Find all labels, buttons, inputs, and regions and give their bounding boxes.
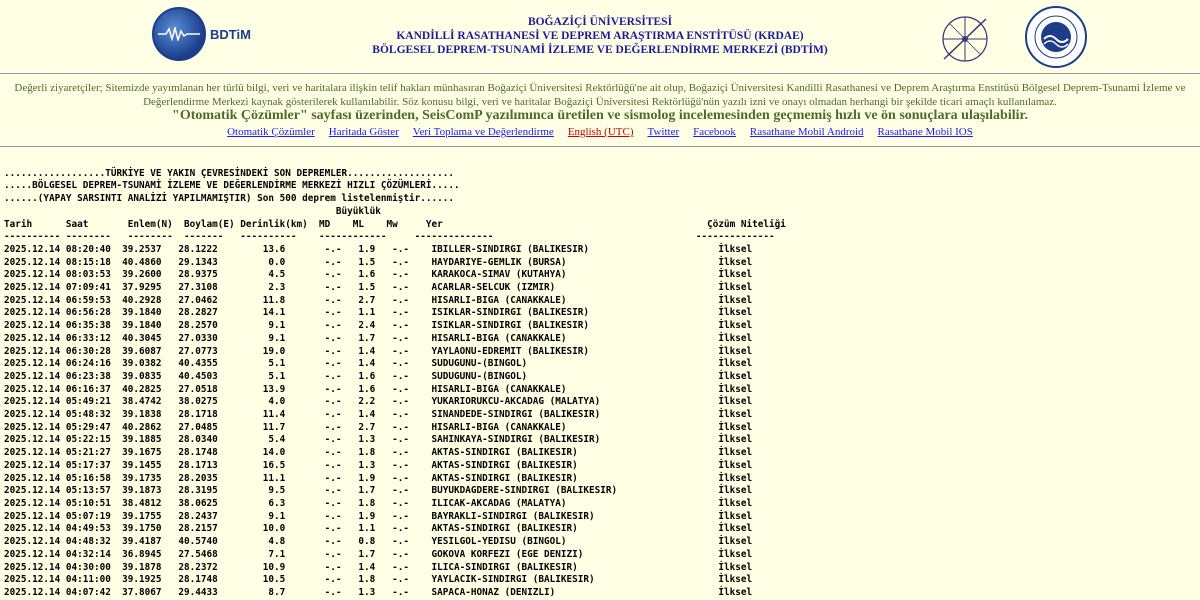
table-row: 2025.12.14 08:03:53 39.2600 28.9375 4.5 -.- 1.6 -.- KARAKOCA-SIMAV (KUTAHYA) İlksel xyxy=(4,269,753,281)
table-row: 2025.12.14 08:15:18 40.4860 29.1343 0.0 -.- 1.5 -.- HAYDARIYE-GEMLIK (BURSA) İlksel xyxy=(4,256,753,268)
header-divider xyxy=(0,73,1200,74)
nav-link-veri-toplama-ve-değerlendirme[interactable]: Veri Toplama ve Değerlendirme xyxy=(412,126,554,138)
table-row: 2025.12.14 05:10:51 38.4812 38.0625 6.3 -.- 1.8 -.- ILICAK-AKCADAG (MALATYA) İlksel xyxy=(4,497,753,509)
table-row: 2025.12.14 06:35:38 39.1840 28.2570 9.1 -.- 2.4 -.- ISIKLAR-SINDIRGI (BALIKESIR) İlksel xyxy=(4,320,753,332)
table-row: 2025.12.14 05:17:37 39.1455 28.1713 16.5 -.- 1.3 -.- AKTAS-SINDIRGI (BALIKESIR) İlksel xyxy=(4,459,753,471)
table-row: 2025.12.14 04:11:00 39.1925 28.1748 10.5 -.- 1.8 -.- YAYLACIK-SINDIRGI (BALIKESIR) İlksel xyxy=(4,574,753,586)
column-headers: Tarih Saat Enlem(N) Boylam(E) Derinlik(km) MD ML Mw Yer Çözüm Niteliği xyxy=(4,218,786,230)
nav-link-otomatik-çözümler[interactable]: Otomatik Çözümler xyxy=(227,126,315,138)
table-row: 2025.12.14 05:13:57 39.1873 28.3195 9.5 -.- 1.7 -.- BUYUKDAGDERE-SINDIRGI (BALIKESIR) İlksel xyxy=(4,485,753,497)
column-header-rule: ---------- -------- -------- ------- ---------- ------------ -------------- -------------- xyxy=(4,231,775,243)
listing-intro-line: .....BÖLGESEL DEPREM-TSUNAMİ İZLEME VE DEĞERLENDİRME MERKEZİ HIZLI ÇÖZÜMLERİ..... xyxy=(4,180,460,192)
table-row: 2025.12.14 05:49:21 38.4742 38.0275 4.0 -.- 2.2 -.- YUKARIORUKCU-AKCADAG (MALATYA) İlksel xyxy=(4,396,753,408)
earthquake-listing xyxy=(4,155,786,600)
bogazici-university-seal[interactable] xyxy=(1024,5,1088,69)
nav-link-english-utc[interactable]: English (UTC) xyxy=(567,126,634,138)
table-row: 2025.12.14 06:24:16 39.0382 40.4355 5.1 -.- 1.4 -.- SUDUGUNU-(BINGOL) İlksel xyxy=(4,358,753,370)
table-row: 2025.12.14 05:16:58 39.1735 28.2035 11.1 -.- 1.9 -.- AKTAS-SINDIRGI (BALIKESIR) İlksel xyxy=(4,472,753,484)
table-row: 2025.12.14 04:32:14 36.8945 27.5468 7.1 -.- 1.7 -.- GOKOVA KORFEZI (EGE DENIZI) İlksel xyxy=(4,548,753,560)
table-row: 2025.12.14 05:29:47 40.2862 27.0485 11.7 -.- 2.7 -.- HISARLI-BIGA (CANAKKALE) İlksel xyxy=(4,421,753,433)
seismic-wave-icon xyxy=(158,27,200,41)
institution-titles xyxy=(300,15,900,57)
nav-divider xyxy=(0,146,1200,147)
automatic-solutions-notice: "Otomatik Çözümler" sayfası üzerinden, SeisComP yazılımınca üretilen ve sismolog incelemesinden geçmemiş hızlı ve ön sonuçlara ulaşılabilir. xyxy=(172,108,1028,123)
magnitude-header: Büyüklük xyxy=(4,205,381,217)
table-row: 2025.12.14 06:56:28 39.1840 28.2827 14.1 -.- 1.1 -.- ISIKLAR-SINDIRGI (BALIKESIR) İlksel xyxy=(4,307,753,319)
copyright-notice: Değerli ziyaretçiler; Sitemizde yayımlanan her türlü bilgi, veri ve haritalara ilişkin telif hakları münhasıran Boğaziçi Üniversitesi Rektörlüğü'ne ait olup, Boğaziçi Üniversitesi Kandilli Rasathanesi ve Deprem Araştırma Enstitüsü Bölgesel Deprem-Tsunami İzleme ve Değerlendirme Merkezi kaynak gösterilerek kullanılabilir. Söz konusu bilgi, veri ve haritalar Boğaziçi Üniversitesi Rektörlüğü'nün yazılı izni ve onayı olmadan herhangi bir şekilde ticari amaçlı kullanılamaz. xyxy=(14,82,1186,108)
title-line-2: KANDİLLİ RASATHANESİ VE DEPREM ARAŞTIRMA ENSTİTÜSÜ (KRDAE) xyxy=(396,30,804,42)
title-line-1: BOĞAZİÇİ ÜNİVERSİTESİ xyxy=(527,16,673,28)
listing-intro-line: ......(YAPAY SARSINTI ANALİZİ YAPILMAMIŞTIR) Son 500 deprem listelenmiştir...... xyxy=(4,193,455,205)
nav-link-haritada-göster[interactable]: Haritada Göster xyxy=(328,126,399,138)
table-row: 2025.12.14 06:23:38 39.0835 40.4503 5.1 -.- 1.6 -.- SUDUGUNU-(BINGOL) İlksel xyxy=(4,370,753,382)
nav-link-rasathane-mobil-android[interactable]: Rasathane Mobil Android xyxy=(749,126,864,138)
bdtim-logo-text: BDTiM xyxy=(210,27,251,42)
title-line-3: BÖLGESEL DEPREM-TSUNAMİ İZLEME VE DEĞERLENDİRME MERKEZİ (BDTİM) xyxy=(372,44,828,56)
table-row: 2025.12.14 05:22:15 39.1885 28.0340 5.4 -.- 1.3 -.- SAHINKAYA-SINDIRGI (BALIKESIR) İlksel xyxy=(4,434,753,446)
page-header xyxy=(0,0,1200,72)
krdae-logo[interactable] xyxy=(934,9,996,65)
table-row: 2025.12.14 08:20:40 39.2537 28.1222 13.6 -.- 1.9 -.- IBILLER-SINDIRGI (BALIKESIR) İlksel xyxy=(4,243,753,255)
table-row: 2025.12.14 04:07:42 37.8067 29.4433 8.7 -.- 1.3 -.- SAPACA-HONAZ (DENIZLI) İlksel xyxy=(4,586,753,598)
listing-spacer xyxy=(4,155,786,168)
table-row: 2025.12.14 06:16:37 40.2825 27.0518 13.9 -.- 1.6 -.- HISARLI-BIGA (CANAKKALE) İlksel xyxy=(4,383,753,395)
table-row: 2025.12.14 05:07:19 39.1755 28.2437 9.1 -.- 1.9 -.- BAYRAKLI-SINDIRGI (BALIKESIR) İlksel xyxy=(4,510,753,522)
table-row: 2025.12.14 04:30:00 39.1878 28.2372 10.9 -.- 1.4 -.- ILICA-SINDIRGI (BALIKESIR) İlksel xyxy=(4,561,753,573)
table-row: 2025.12.14 06:30:28 39.6087 27.0773 19.0 -.- 1.4 -.- YAYLAONU-EDREMIT (BALIKESIR) İlksel xyxy=(4,345,753,357)
table-row: 2025.12.14 04:48:32 39.4187 40.5740 4.8 -.- 0.8 -.- YESILGOL-YEDISU (BINGOL) İlksel xyxy=(4,536,753,548)
nav-link-facebook[interactable]: Facebook xyxy=(693,126,736,138)
nav-link-rasathane-mobil-ios[interactable]: Rasathane Mobil IOS xyxy=(877,126,973,138)
nav-links xyxy=(0,126,1200,138)
bdtim-logo[interactable] xyxy=(152,7,256,61)
table-row: 2025.12.14 07:09:41 37.9295 27.3108 2.3 -.- 1.5 -.- ACARLAR-SELCUK (IZMIR) İlksel xyxy=(4,282,753,294)
table-row: 2025.12.14 05:48:32 39.1838 28.1718 11.4 -.- 1.4 -.- SINANDEDE-SINDIRGI (BALIKESIR) İlksel xyxy=(4,409,753,421)
table-row: 2025.12.14 06:33:12 40.3045 27.0330 9.1 -.- 1.7 -.- HISARLI-BIGA (CANAKKALE) İlksel xyxy=(4,332,753,344)
listing-intro-line: ..................TÜRKİYE VE YAKIN ÇEVRESİNDEKİ SON DEPREMLER................... xyxy=(4,167,455,179)
table-row: 2025.12.14 05:21:27 39.1675 28.1748 14.0 -.- 1.8 -.- AKTAS-SINDIRGI (BALIKESIR) İlksel xyxy=(4,447,753,459)
table-row: 2025.12.14 06:59:53 40.2928 27.0462 11.8 -.- 2.7 -.- HISARLI-BIGA (CANAKKALE) İlksel xyxy=(4,294,753,306)
nav-link-twitter[interactable]: Twitter xyxy=(647,126,680,138)
table-row: 2025.12.14 04:49:53 39.1750 28.2157 10.0 -.- 1.1 -.- AKTAS-SINDIRGI (BALIKESIR) İlksel xyxy=(4,523,753,535)
